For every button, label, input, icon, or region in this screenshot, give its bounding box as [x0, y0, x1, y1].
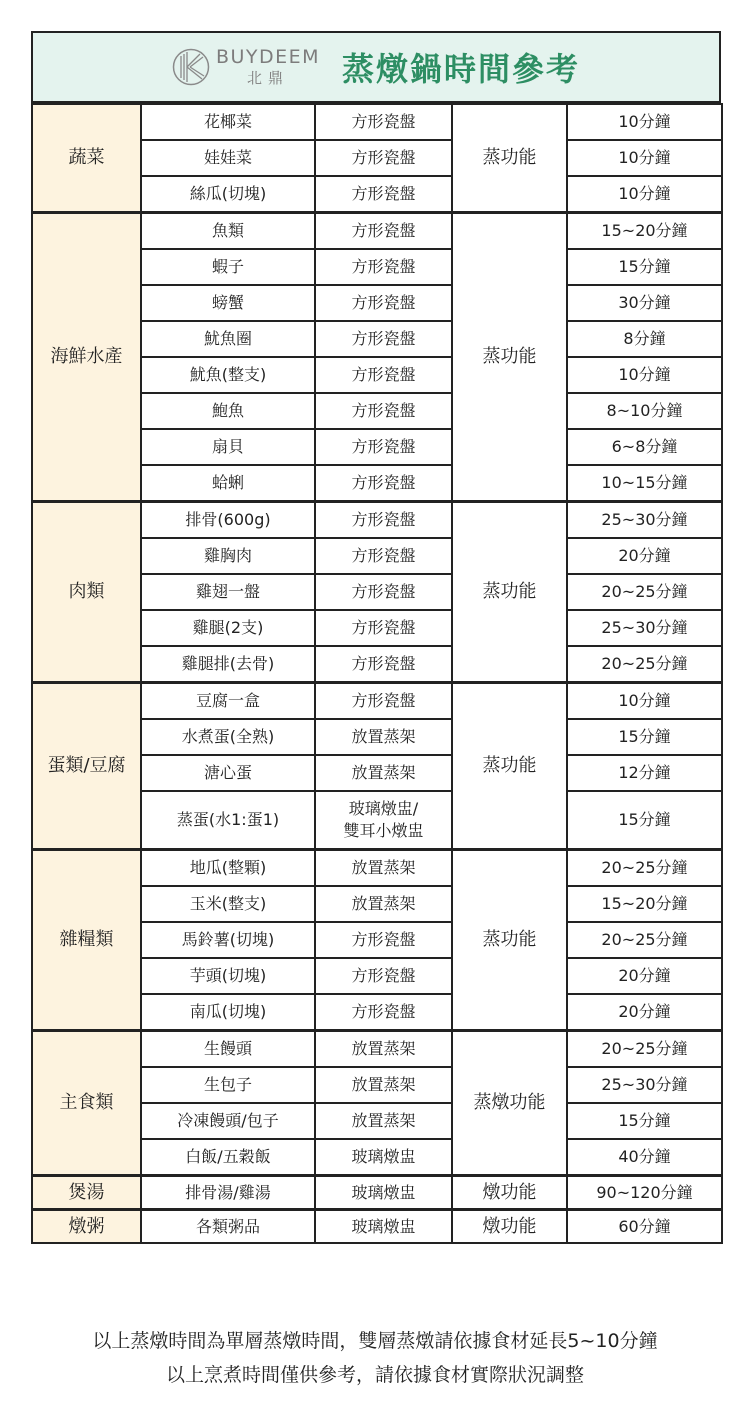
container-cell: 方形瓷盤: [315, 249, 452, 285]
time-cell: 20~25分鐘: [567, 646, 722, 683]
function-cell: 蒸功能: [452, 502, 567, 683]
container-cell: 方形瓷盤: [315, 646, 452, 683]
container-cell: 方形瓷盤: [315, 610, 452, 646]
container-cell: 方形瓷盤: [315, 683, 452, 720]
time-cell: 20分鐘: [567, 958, 722, 994]
category-cell: 煲湯: [32, 1176, 141, 1210]
table-row: [32, 502, 722, 539]
food-cell: 地瓜(整顆): [141, 850, 315, 887]
container-cell: 玻璃燉盅: [315, 1139, 452, 1176]
category-cell: 主食類: [32, 1031, 141, 1176]
time-cell: 10分鐘: [567, 140, 722, 176]
food-cell: 絲瓜(切塊): [141, 176, 315, 213]
function-cell: 蒸燉功能: [452, 1031, 567, 1176]
table-row: [32, 104, 722, 140]
time-cell: 20~25分鐘: [567, 1031, 722, 1068]
time-cell: 25~30分鐘: [567, 1067, 722, 1103]
food-cell: 蒸蛋(水1:蛋1): [141, 791, 315, 850]
time-cell: 40分鐘: [567, 1139, 722, 1176]
container-cell: 放置蒸架: [315, 755, 452, 791]
container-cell: 放置蒸架: [315, 719, 452, 755]
function-cell: 燉功能: [452, 1176, 567, 1210]
table-row: [32, 683, 722, 720]
table-row: [32, 1176, 722, 1210]
time-cell: 15分鐘: [567, 791, 722, 850]
time-cell: 10分鐘: [567, 104, 722, 140]
time-cell: 10~15分鐘: [567, 465, 722, 502]
container-cell: 放置蒸架: [315, 850, 452, 887]
time-cell: 20分鐘: [567, 994, 722, 1031]
food-cell: 冷凍饅頭/包子: [141, 1103, 315, 1139]
food-cell: 雞翅一盤: [141, 574, 315, 610]
food-cell: 南瓜(切塊): [141, 994, 315, 1031]
time-cell: 30分鐘: [567, 285, 722, 321]
container-cell: 方形瓷盤: [315, 429, 452, 465]
food-cell: 魷魚圈: [141, 321, 315, 357]
food-cell: 螃蟹: [141, 285, 315, 321]
container-line-1: 玻璃燉盅/: [348, 799, 419, 818]
reference-sheet: [31, 31, 721, 1244]
food-cell: 蛤蜊: [141, 465, 315, 502]
time-cell: 15分鐘: [567, 249, 722, 285]
category-cell: 肉類: [32, 502, 141, 683]
container-cell: 方形瓷盤: [315, 285, 452, 321]
function-cell: 燉功能: [452, 1210, 567, 1244]
food-cell: 排骨(600g): [141, 502, 315, 539]
function-cell: 蒸功能: [452, 683, 567, 850]
time-cell: 15~20分鐘: [567, 886, 722, 922]
container-cell: 方形瓷盤: [315, 574, 452, 610]
cooking-time-table: [31, 103, 723, 1244]
function-cell: 蒸功能: [452, 104, 567, 213]
container-cell: 放置蒸架: [315, 1103, 452, 1139]
time-cell: 20~25分鐘: [567, 922, 722, 958]
container-cell: 方形瓷盤: [315, 922, 452, 958]
food-cell: 豆腐一盒: [141, 683, 315, 720]
food-cell: 蝦子: [141, 249, 315, 285]
container-cell: 方形瓷盤: [315, 393, 452, 429]
food-cell: 鮑魚: [141, 393, 315, 429]
function-cell: 蒸功能: [452, 213, 567, 502]
food-cell: 各類粥品: [141, 1210, 315, 1244]
category-cell: 燉粥: [32, 1210, 141, 1244]
food-cell: 生饅頭: [141, 1031, 315, 1068]
container-cell: [315, 791, 452, 850]
page-title: 蒸燉鍋時間參考: [342, 50, 581, 88]
category-cell: 蔬菜: [32, 104, 141, 213]
container-cell: 放置蒸架: [315, 1067, 452, 1103]
food-cell: 魷魚(整支): [141, 357, 315, 393]
time-cell: 8分鐘: [567, 321, 722, 357]
food-cell: 魚類: [141, 213, 315, 250]
container-line-2: 雙耳小燉盅: [343, 821, 424, 840]
food-cell: 水煮蛋(全熟): [141, 719, 315, 755]
time-cell: 60分鐘: [567, 1210, 722, 1244]
time-cell: 25~30分鐘: [567, 502, 722, 539]
food-cell: 娃娃菜: [141, 140, 315, 176]
time-cell: 20分鐘: [567, 538, 722, 574]
container-cell: 方形瓷盤: [315, 104, 452, 140]
category-cell: 雜糧類: [32, 850, 141, 1031]
container-cell: 玻璃燉盅: [315, 1210, 452, 1244]
time-cell: 90~120分鐘: [567, 1176, 722, 1210]
container-cell: 玻璃燉盅: [315, 1176, 452, 1210]
container-cell: 方形瓷盤: [315, 538, 452, 574]
time-cell: 8~10分鐘: [567, 393, 722, 429]
container-cell: 方形瓷盤: [315, 958, 452, 994]
brand-name-en: BUYDEEM: [215, 46, 321, 68]
food-cell: 雞腿(2支): [141, 610, 315, 646]
footnote-disclaimer: 以上烹煮時間僅供參考，請依據食材實際狀況調整: [165, 1364, 584, 1386]
brand-logo: [172, 48, 320, 86]
time-cell: 10分鐘: [567, 176, 722, 213]
food-cell: 馬鈴薯(切塊): [141, 922, 315, 958]
header-banner: [31, 31, 721, 103]
category-cell: 蛋類/豆腐: [32, 683, 141, 850]
brand-name-zh: 北鼎: [246, 69, 289, 87]
time-cell: 25~30分鐘: [567, 610, 722, 646]
food-cell: 雞胸肉: [141, 538, 315, 574]
table-row: [32, 1031, 722, 1068]
container-cell: 方形瓷盤: [315, 994, 452, 1031]
time-cell: 6~8分鐘: [567, 429, 722, 465]
food-cell: 芋頭(切塊): [141, 958, 315, 994]
container-cell: 方形瓷盤: [315, 321, 452, 357]
time-cell: 20~25分鐘: [567, 574, 722, 610]
time-cell: 20~25分鐘: [567, 850, 722, 887]
food-cell: 雞腿排(去骨): [141, 646, 315, 683]
food-cell: 扇貝: [141, 429, 315, 465]
time-cell: 10分鐘: [567, 357, 722, 393]
time-cell: 15~20分鐘: [567, 213, 722, 250]
table-row: [32, 850, 722, 887]
table-row: [32, 213, 722, 250]
time-cell: 12分鐘: [567, 755, 722, 791]
category-cell: 海鮮水產: [32, 213, 141, 502]
container-cell: 放置蒸架: [315, 1031, 452, 1068]
container-cell: 放置蒸架: [315, 886, 452, 922]
container-cell: 方形瓷盤: [315, 465, 452, 502]
time-cell: 10分鐘: [567, 683, 722, 720]
table-row: [32, 1210, 722, 1244]
container-cell: 方形瓷盤: [315, 176, 452, 213]
buydeem-logo-icon: [172, 48, 210, 86]
function-cell: 蒸功能: [452, 850, 567, 1031]
food-cell: 白飯/五穀飯: [141, 1139, 315, 1176]
time-cell: 15分鐘: [567, 719, 722, 755]
container-cell: 方形瓷盤: [315, 140, 452, 176]
food-cell: 生包子: [141, 1067, 315, 1103]
container-cell: 方形瓷盤: [315, 502, 452, 539]
time-cell: 15分鐘: [567, 1103, 722, 1139]
food-cell: 玉米(整支): [141, 886, 315, 922]
food-cell: 花椰菜: [141, 104, 315, 140]
footnote-double-layer: 以上蒸燉時間為單層蒸燉時間，雙層蒸燉請依據食材延長5~10分鐘: [92, 1330, 658, 1352]
food-cell: 溏心蛋: [141, 755, 315, 791]
food-cell: 排骨湯/雞湯: [141, 1176, 315, 1210]
container-cell: 方形瓷盤: [315, 213, 452, 250]
container-cell: 方形瓷盤: [315, 357, 452, 393]
